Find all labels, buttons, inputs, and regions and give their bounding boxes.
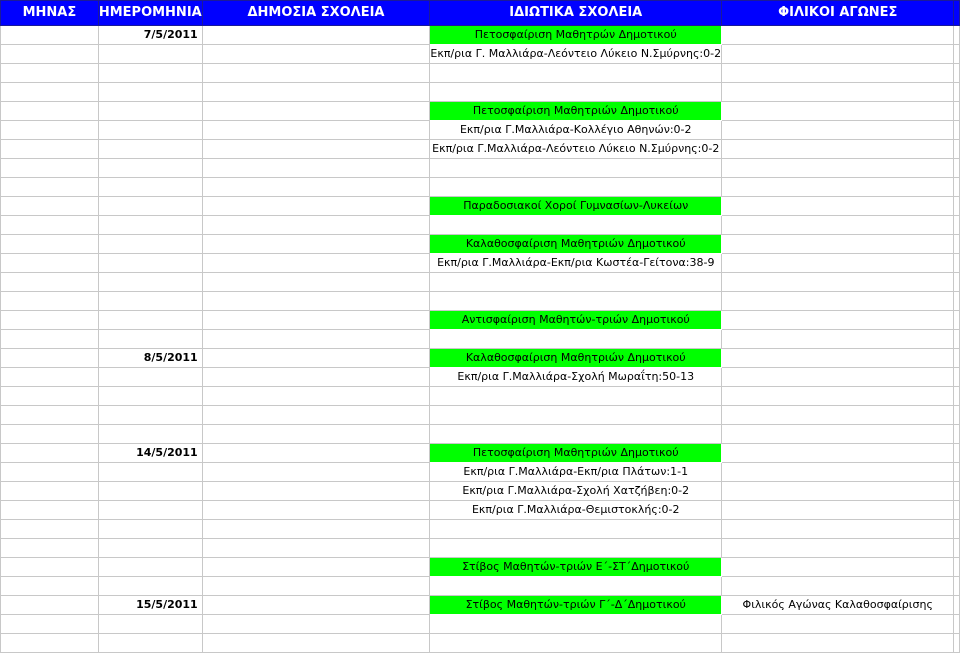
- friendly-cell[interactable]: [722, 102, 954, 121]
- private-cell[interactable]: [430, 539, 722, 558]
- private-cell[interactable]: Εκπ/ρια Γ.Μαλλιάρα-Σχολή Χατζήβεη:0-2: [430, 482, 722, 501]
- month-cell[interactable]: [1, 216, 99, 235]
- table-row: [1, 558, 960, 577]
- private-cell[interactable]: Στίβος Μαθητών-τριών Ε΄-ΣΤ΄Δημοτικού: [430, 558, 722, 577]
- public-cell[interactable]: [202, 311, 430, 330]
- public-cell[interactable]: [202, 634, 430, 653]
- month-cell[interactable]: [1, 558, 99, 577]
- date-cell[interactable]: [98, 216, 202, 235]
- friendly-cell[interactable]: [722, 368, 954, 387]
- date-cell[interactable]: [98, 406, 202, 425]
- date-cell[interactable]: [98, 102, 202, 121]
- private-cell[interactable]: Πετοσφαίριση Μαθητριών Δημοτικού: [430, 444, 722, 463]
- private-cell[interactable]: [430, 577, 722, 596]
- month-cell[interactable]: [1, 463, 99, 482]
- month-cell[interactable]: [1, 26, 99, 45]
- edge-cell: [954, 121, 960, 140]
- table-row: [1, 235, 960, 254]
- private-cell[interactable]: Πετοσφαίριση Μαθητριών Δημοτικού: [430, 102, 722, 121]
- edge-cell: [954, 197, 960, 216]
- edge-cell: [954, 102, 960, 121]
- date-cell[interactable]: [98, 368, 202, 387]
- private-cell[interactable]: Στίβος Μαθητών-τριών Γ΄-Δ΄Δημοτικού: [430, 596, 722, 615]
- friendly-cell[interactable]: [722, 235, 954, 254]
- friendly-cell[interactable]: [722, 178, 954, 197]
- public-cell[interactable]: [202, 273, 430, 292]
- date-cell[interactable]: [98, 463, 202, 482]
- table-row: [1, 615, 960, 634]
- table-row: [1, 64, 960, 83]
- date-cell[interactable]: [98, 520, 202, 539]
- table-row: [1, 26, 960, 45]
- table-row: [1, 368, 960, 387]
- table-row: [1, 520, 960, 539]
- friendly-cell[interactable]: [722, 406, 954, 425]
- friendly-cell[interactable]: [722, 539, 954, 558]
- private-cell[interactable]: [430, 520, 722, 539]
- month-cell[interactable]: [1, 368, 99, 387]
- edge-cell: [954, 368, 960, 387]
- table-row: [1, 83, 960, 102]
- edge-cell: [954, 216, 960, 235]
- edge-cell: [954, 425, 960, 444]
- month-cell[interactable]: [1, 349, 99, 368]
- month-cell[interactable]: [1, 273, 99, 292]
- table-row: [1, 406, 960, 425]
- month-cell[interactable]: [1, 330, 99, 349]
- friendly-cell[interactable]: [722, 463, 954, 482]
- public-cell[interactable]: [202, 425, 430, 444]
- private-cell[interactable]: [430, 64, 722, 83]
- date-cell[interactable]: [98, 425, 202, 444]
- table-row: [1, 121, 960, 140]
- header-row: [1, 1, 960, 26]
- date-cell[interactable]: [98, 330, 202, 349]
- friendly-cell[interactable]: [722, 349, 954, 368]
- public-cell[interactable]: [202, 83, 430, 102]
- public-cell[interactable]: [202, 463, 430, 482]
- public-cell[interactable]: [202, 159, 430, 178]
- month-cell[interactable]: [1, 254, 99, 273]
- header-public-schools[interactable]: ΔΗΜΟΣΙΑ ΣΧΟΛΕΙΑ: [202, 1, 430, 26]
- public-cell[interactable]: [202, 615, 430, 634]
- month-cell[interactable]: [1, 83, 99, 102]
- month-cell[interactable]: [1, 64, 99, 83]
- date-cell[interactable]: [98, 159, 202, 178]
- private-cell[interactable]: [430, 330, 722, 349]
- edge-cell: [954, 26, 960, 45]
- month-cell[interactable]: [1, 102, 99, 121]
- edge-cell: [954, 596, 960, 615]
- public-cell[interactable]: [202, 387, 430, 406]
- date-cell[interactable]: [98, 178, 202, 197]
- private-cell[interactable]: Εκπ/ρια Γ.Μαλλιάρα-Λεόντειο Λύκειο Ν.Σμύρνης:0-2: [430, 140, 722, 159]
- date-cell[interactable]: [98, 615, 202, 634]
- edge-cell: [954, 64, 960, 83]
- public-cell[interactable]: [202, 596, 430, 615]
- table-row: [1, 45, 960, 64]
- month-cell[interactable]: [1, 501, 99, 520]
- edge-cell: [954, 273, 960, 292]
- edge-cell: [954, 501, 960, 520]
- date-cell[interactable]: [98, 558, 202, 577]
- table-row: [1, 482, 960, 501]
- month-cell[interactable]: [1, 520, 99, 539]
- header-private-schools[interactable]: ΙΔΙΩΤΙΚΑ ΣΧΟΛΕΙΑ: [430, 1, 722, 26]
- public-cell[interactable]: [202, 102, 430, 121]
- edge-cell: [954, 159, 960, 178]
- private-cell[interactable]: Αντισφαίριση Μαθητών-τριών Δημοτικού: [430, 311, 722, 330]
- friendly-cell[interactable]: [722, 159, 954, 178]
- month-cell[interactable]: [1, 444, 99, 463]
- friendly-cell[interactable]: [722, 444, 954, 463]
- public-cell[interactable]: [202, 178, 430, 197]
- table-row: [1, 292, 960, 311]
- friendly-cell[interactable]: [722, 273, 954, 292]
- date-cell[interactable]: [98, 387, 202, 406]
- friendly-cell[interactable]: [722, 634, 954, 653]
- private-cell[interactable]: [430, 406, 722, 425]
- edge-cell: [954, 292, 960, 311]
- friendly-cell[interactable]: [722, 45, 954, 64]
- date-cell[interactable]: [98, 140, 202, 159]
- private-cell[interactable]: Καλαθοσφαίριση Μαθητριών Δημοτικού: [430, 349, 722, 368]
- header-friendly-matches[interactable]: ΦΙΛΙΚΟΙ ΑΓΩΝΕΣ: [722, 1, 954, 26]
- month-cell[interactable]: [1, 615, 99, 634]
- private-cell[interactable]: [430, 83, 722, 102]
- table-row: [1, 102, 960, 121]
- private-cell[interactable]: [430, 178, 722, 197]
- private-cell[interactable]: [430, 387, 722, 406]
- table-row: [1, 596, 960, 615]
- edge-cell: [954, 577, 960, 596]
- private-cell[interactable]: [430, 425, 722, 444]
- month-cell[interactable]: [1, 406, 99, 425]
- date-cell[interactable]: [98, 501, 202, 520]
- table-row: [1, 254, 960, 273]
- table-row: [1, 387, 960, 406]
- friendly-cell[interactable]: [722, 330, 954, 349]
- friendly-cell[interactable]: [722, 216, 954, 235]
- private-cell[interactable]: [430, 159, 722, 178]
- public-cell[interactable]: [202, 64, 430, 83]
- month-cell[interactable]: [1, 425, 99, 444]
- edge-cell: [954, 83, 960, 102]
- public-cell[interactable]: [202, 235, 430, 254]
- date-cell[interactable]: [98, 254, 202, 273]
- table-row: [1, 349, 960, 368]
- public-cell[interactable]: [202, 558, 430, 577]
- public-cell[interactable]: [202, 197, 430, 216]
- date-cell[interactable]: [98, 577, 202, 596]
- private-cell[interactable]: [430, 273, 722, 292]
- month-cell[interactable]: [1, 292, 99, 311]
- friendly-cell[interactable]: [722, 121, 954, 140]
- month-cell[interactable]: [1, 45, 99, 64]
- friendly-cell[interactable]: [722, 558, 954, 577]
- table-row: [1, 425, 960, 444]
- private-cell[interactable]: Εκπ/ρια Γ.Μαλλιάρα-Θεμιστοκλής:0-2: [430, 501, 722, 520]
- public-cell[interactable]: [202, 254, 430, 273]
- private-cell[interactable]: Εκπ/ρια Γ.Μαλλιάρα-Σχολή Μωραΐτη:50-13: [430, 368, 722, 387]
- public-cell[interactable]: [202, 501, 430, 520]
- date-cell[interactable]: [98, 311, 202, 330]
- private-cell[interactable]: Εκπ/ρια Γ.Μαλλιάρα-Κολλέγιο Αθηνών:0-2: [430, 121, 722, 140]
- public-cell[interactable]: [202, 577, 430, 596]
- month-cell[interactable]: [1, 387, 99, 406]
- table-row: [1, 178, 960, 197]
- friendly-cell[interactable]: Φιλικός Αγώνας Καλαθοσφαίρισης: [722, 596, 954, 615]
- edge-cell: [954, 1, 960, 26]
- table-row: [1, 539, 960, 558]
- public-cell[interactable]: [202, 444, 430, 463]
- month-cell[interactable]: [1, 577, 99, 596]
- month-cell[interactable]: [1, 178, 99, 197]
- edge-cell: [954, 520, 960, 539]
- public-cell[interactable]: [202, 216, 430, 235]
- table-row: [1, 577, 960, 596]
- public-cell[interactable]: [202, 406, 430, 425]
- date-cell[interactable]: [98, 273, 202, 292]
- friendly-cell[interactable]: [722, 197, 954, 216]
- public-cell[interactable]: [202, 45, 430, 64]
- private-cell[interactable]: [430, 216, 722, 235]
- edge-cell: [954, 482, 960, 501]
- date-cell[interactable]: [98, 45, 202, 64]
- private-cell[interactable]: Παραδοσιακοί Χοροί Γυμνασίων-Λυκείων: [430, 197, 722, 216]
- public-cell[interactable]: [202, 292, 430, 311]
- edge-cell: [954, 349, 960, 368]
- header-date[interactable]: ΗΜΕΡΟΜΗΝΙΑ: [98, 1, 202, 26]
- date-cell[interactable]: [98, 235, 202, 254]
- public-cell[interactable]: [202, 520, 430, 539]
- private-cell[interactable]: Πετοσφαίριση Μαθητρών Δημοτικού: [430, 26, 722, 45]
- private-cell[interactable]: [430, 292, 722, 311]
- public-cell[interactable]: [202, 26, 430, 45]
- table-row: [1, 444, 960, 463]
- friendly-cell[interactable]: [722, 425, 954, 444]
- date-cell[interactable]: 15/5/2011: [98, 596, 202, 615]
- month-cell[interactable]: [1, 159, 99, 178]
- date-cell[interactable]: [98, 482, 202, 501]
- month-cell[interactable]: [1, 539, 99, 558]
- public-cell[interactable]: [202, 482, 430, 501]
- friendly-cell[interactable]: [722, 254, 954, 273]
- public-cell[interactable]: [202, 539, 430, 558]
- friendly-cell[interactable]: [722, 311, 954, 330]
- table-row: [1, 140, 960, 159]
- table-row: [1, 634, 960, 653]
- private-cell[interactable]: [430, 615, 722, 634]
- private-cell[interactable]: Εκπ/ρια Γ. Μαλλιάρα-Λεόντειο Λύκειο Ν.Σμύρνης:0-2: [430, 45, 722, 64]
- month-cell[interactable]: [1, 311, 99, 330]
- friendly-cell[interactable]: [722, 64, 954, 83]
- edge-cell: [954, 444, 960, 463]
- friendly-cell[interactable]: [722, 482, 954, 501]
- table-row: [1, 273, 960, 292]
- table-row: [1, 216, 960, 235]
- month-cell[interactable]: [1, 121, 99, 140]
- edge-cell: [954, 254, 960, 273]
- friendly-cell[interactable]: [722, 387, 954, 406]
- edge-cell: [954, 634, 960, 653]
- public-cell[interactable]: [202, 330, 430, 349]
- friendly-cell[interactable]: [722, 520, 954, 539]
- edge-cell: [954, 235, 960, 254]
- edge-cell: [954, 387, 960, 406]
- table-row: [1, 311, 960, 330]
- edge-cell: [954, 406, 960, 425]
- date-cell[interactable]: [98, 634, 202, 653]
- date-cell[interactable]: [98, 83, 202, 102]
- month-cell[interactable]: [1, 482, 99, 501]
- date-cell[interactable]: [98, 197, 202, 216]
- edge-cell: [954, 330, 960, 349]
- public-cell[interactable]: [202, 140, 430, 159]
- edge-cell: [954, 178, 960, 197]
- friendly-cell[interactable]: [722, 615, 954, 634]
- date-cell[interactable]: [98, 539, 202, 558]
- month-cell[interactable]: [1, 596, 99, 615]
- table-row: [1, 501, 960, 520]
- date-cell[interactable]: 7/5/2011: [98, 26, 202, 45]
- private-cell[interactable]: Εκπ/ρια Γ.Μαλλιάρα-Εκπ/ρια Πλάτων:1-1: [430, 463, 722, 482]
- date-cell[interactable]: [98, 121, 202, 140]
- date-cell[interactable]: 8/5/2011: [98, 349, 202, 368]
- friendly-cell[interactable]: [722, 83, 954, 102]
- edge-cell: [954, 140, 960, 159]
- friendly-cell[interactable]: [722, 26, 954, 45]
- table-row: [1, 463, 960, 482]
- private-cell[interactable]: [430, 634, 722, 653]
- table-row: [1, 330, 960, 349]
- table-row: [1, 159, 960, 178]
- edge-cell: [954, 45, 960, 64]
- edge-cell: [954, 311, 960, 330]
- edge-cell: [954, 558, 960, 577]
- friendly-cell[interactable]: [722, 577, 954, 596]
- public-cell[interactable]: [202, 349, 430, 368]
- month-cell[interactable]: [1, 140, 99, 159]
- public-cell[interactable]: [202, 121, 430, 140]
- public-cell[interactable]: [202, 368, 430, 387]
- edge-cell: [954, 463, 960, 482]
- date-cell[interactable]: 14/5/2011: [98, 444, 202, 463]
- friendly-cell[interactable]: [722, 501, 954, 520]
- friendly-cell[interactable]: [722, 292, 954, 311]
- header-month[interactable]: ΜΗΝΑΣ: [1, 1, 99, 26]
- edge-cell: [954, 539, 960, 558]
- private-cell[interactable]: Καλαθοσφαίριση Μαθητριών Δημοτικού: [430, 235, 722, 254]
- private-cell[interactable]: Εκπ/ρια Γ.Μαλλιάρα-Εκπ/ρια Κωστέα-Γείτονα:38-9: [430, 254, 722, 273]
- date-cell[interactable]: [98, 292, 202, 311]
- edge-cell: [954, 615, 960, 634]
- friendly-cell[interactable]: [722, 140, 954, 159]
- table-row: [1, 197, 960, 216]
- date-cell[interactable]: [98, 64, 202, 83]
- month-cell[interactable]: [1, 197, 99, 216]
- month-cell[interactable]: [1, 634, 99, 653]
- month-cell[interactable]: [1, 235, 99, 254]
